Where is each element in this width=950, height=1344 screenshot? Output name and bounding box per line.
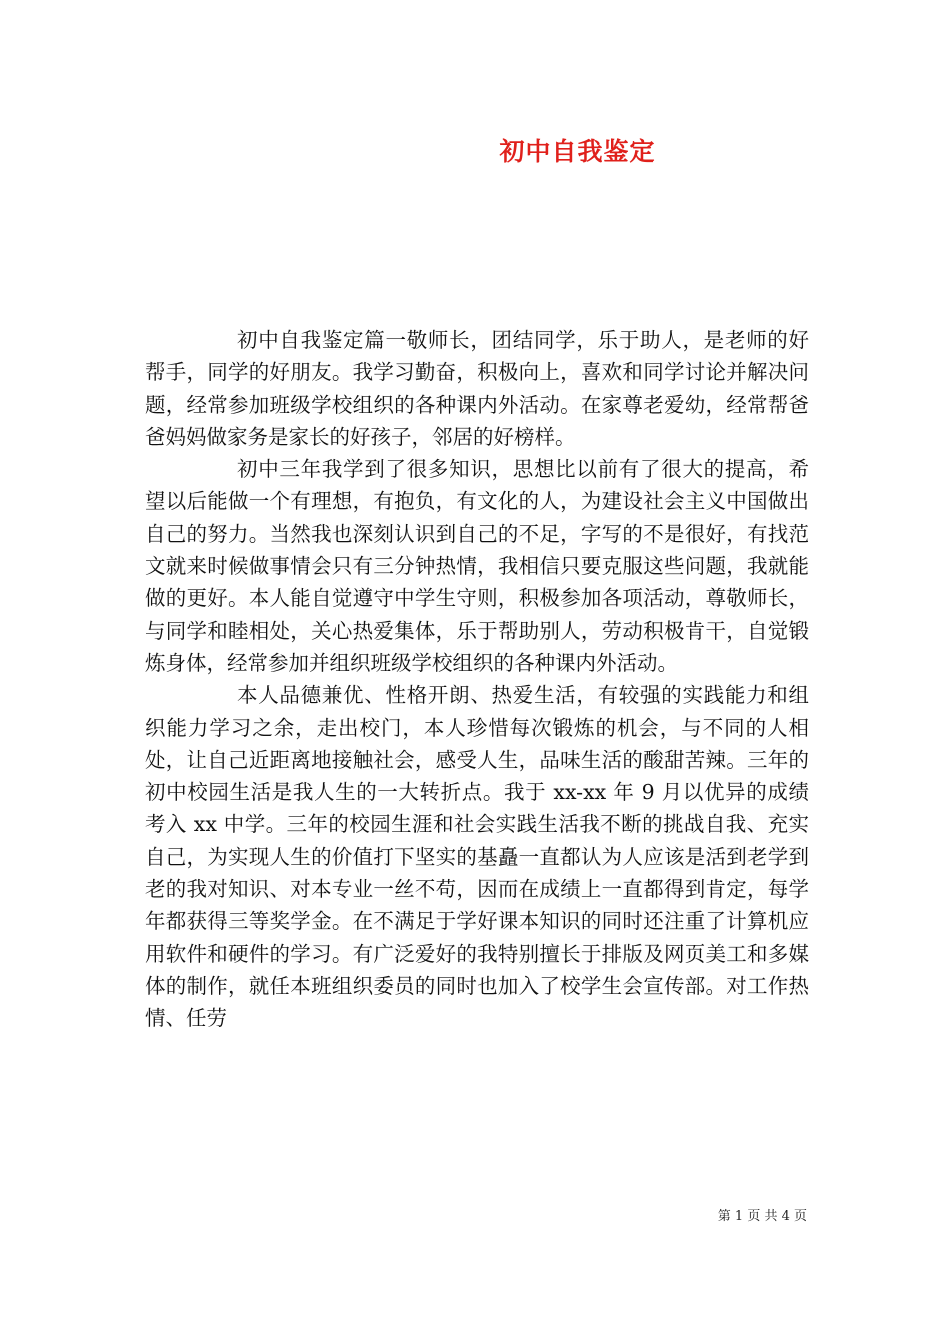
document-title: 初中自我鉴定 [499, 137, 656, 166]
paragraph-3: 本人品德兼优、性格开朗、热爱生活，有较强的实践能力和组织能力学习之余，走出校门，本人珍惜每次锻炼的机会，与不同的人相处，让自己近距离地接触社会，感受人生，品味生活的酸甜苦辣。三年的初中校园生活是我人生的一大转折点。我于 xx-xx 年 9 月以优异的成绩考入 xx 中学。三年的校园生涯和社会实践生活我不断的挑战自我、充实自己，为实现人生的价值打下坚实的基矗一直都认为人应该是活到老学到老的我对知识、对本专业一丝不苟，因而在成绩上一直都得到肯定，每学年都获得三等奖学金。在不满足于学好课本知识的同时还注重了计算机应用软件和硬件的学习。有广泛爱好的我特别擅长于排版及网页美工和多媒体的制作，就任本班组织委员的同时也加入了校学生会宣传部。对工作热情、任劳 [145, 683, 809, 1031]
document-body [145, 324, 809, 1035]
page-footer: 第 1 页 共 4 页 [717, 1209, 807, 1224]
paragraph-2: 初中三年我学到了很多知识，思想比以前有了很大的提高，希望以后能做一个有理想，有抱负，有文化的人，为建设社会主义中国做出自己的努力。当然我也深刻认识到自己的不足，字写的不是很好，有找范文就来时候做事情会只有三分钟热情，我相信只要克服这些问题，我就能做的更好。本人能自觉遵守中学生守则，积极参加各项活动，尊敬师长，与同学和睦相处，关心热爱集体，乐于帮助别人，劳动积极肯干，自觉锻炼身体，经常参加并组织班级学校组织的各种课内外活动。 [145, 457, 809, 675]
paragraph-1: 初中自我鉴定篇一敬师长，团结同学，乐于助人，是老师的好帮手，同学的好朋友。我学习勤奋，积极向上，喜欢和同学讨论并解决问题，经常参加班级学校组织的各种课内外活动。在家尊老爱幼，经常帮爸爸妈妈做家务是家长的好孩子，邻居的好榜样。 [145, 328, 809, 449]
